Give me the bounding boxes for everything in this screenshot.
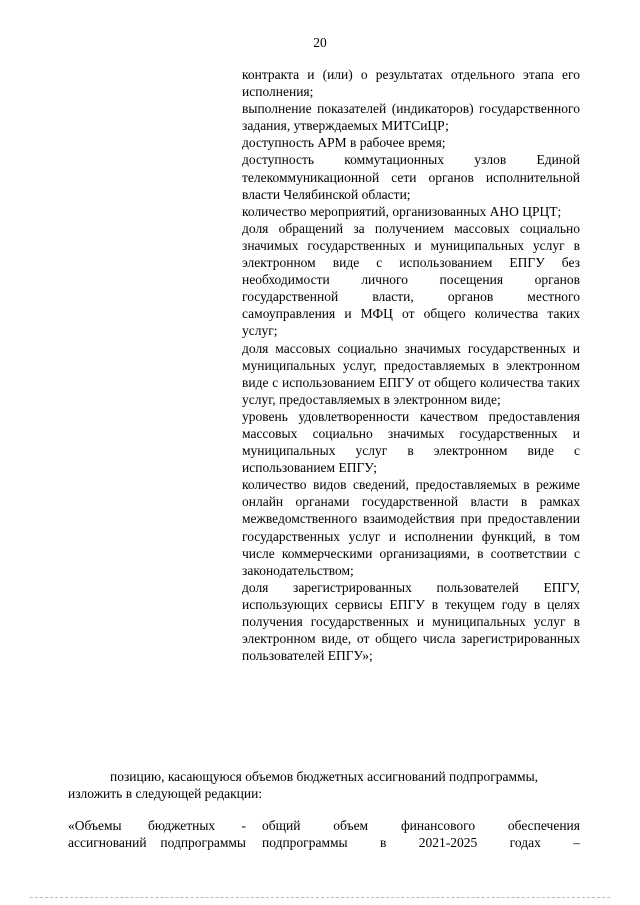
indicator-list [242, 66, 580, 664]
list-item: доля массовых социально значимых государственных и муниципальных услуг, предоставляемых в электронном виде с использованием ЕПГУ от общего количества таких услуг, предоставляемых в электронном виде; [242, 340, 580, 407]
page-bottom-divider [30, 897, 610, 899]
list-item: уровень удовлетворенности качеством предоставления массовых социально значимых государственных и муниципальных услуг в электронном виде с использованием ЕПГУ; [242, 408, 580, 476]
list-item: количество мероприятий, организованных АНО ЦРЦТ; [242, 203, 562, 219]
amendment-intro-line1: позицию, касающуюся объемов бюджетных ассигнований подпрограммы, [110, 769, 539, 784]
table-cell-label [68, 817, 246, 851]
page-number: 20 [313, 35, 327, 50]
passport-table-row [68, 817, 580, 851]
list-item: доля зарегистрированных пользователей ЕПГУ, использующих сервисы ЕПГУ в текущем году в целях получения государственных и муниципальных услуг в электронном виде, от общего числа зарегистрированных пользователей ЕПГУ»; [242, 579, 580, 664]
amendment-intro [68, 768, 580, 785]
table-cell-value [246, 817, 580, 851]
list-item: доступность АРМ в рабочее время; [242, 135, 446, 151]
table-value-line2: подпрограммы в 2021-2025 годах – [262, 835, 580, 851]
list-item: контракта и (или) о результатах отдельного этапа его исполнения; [242, 67, 580, 100]
table-label-line2: ассигнований подпрограммы [68, 835, 246, 851]
list-item: количество видов сведений, предоставляемых в режиме онлайн органами государственной власти в рамках межведомственного взаимодействия при предоставлении государственных услуг и исполнении функций, в том числе коммерческими организациями, в соответствии с законодательством; [242, 477, 580, 578]
table-value-line1: общий объем финансового обеспечения [262, 818, 580, 834]
table-label-line1: «Объемы бюджетных - [68, 818, 246, 834]
list-item: доля обращений за получением массовых социально значимых государственных и муниципальных услуг в электронном виде с использованием ЕПГУ без необходимости личного посещения органов государственной власти, органов местного самоуправления и МФЦ от общего количества таких услуг; [242, 220, 580, 339]
amendment-section [68, 768, 580, 851]
amendment-intro-line2: изложить в следующей редакции: [68, 786, 263, 802]
list-item: выполнение показателей (индикаторов) государственного задания, утверждаемых МИТСиЦР; [242, 101, 580, 134]
list-item: доступность коммутационных узлов Единой телекоммуникационной сети органов исполнительной власти Челябинской области; [242, 152, 580, 202]
